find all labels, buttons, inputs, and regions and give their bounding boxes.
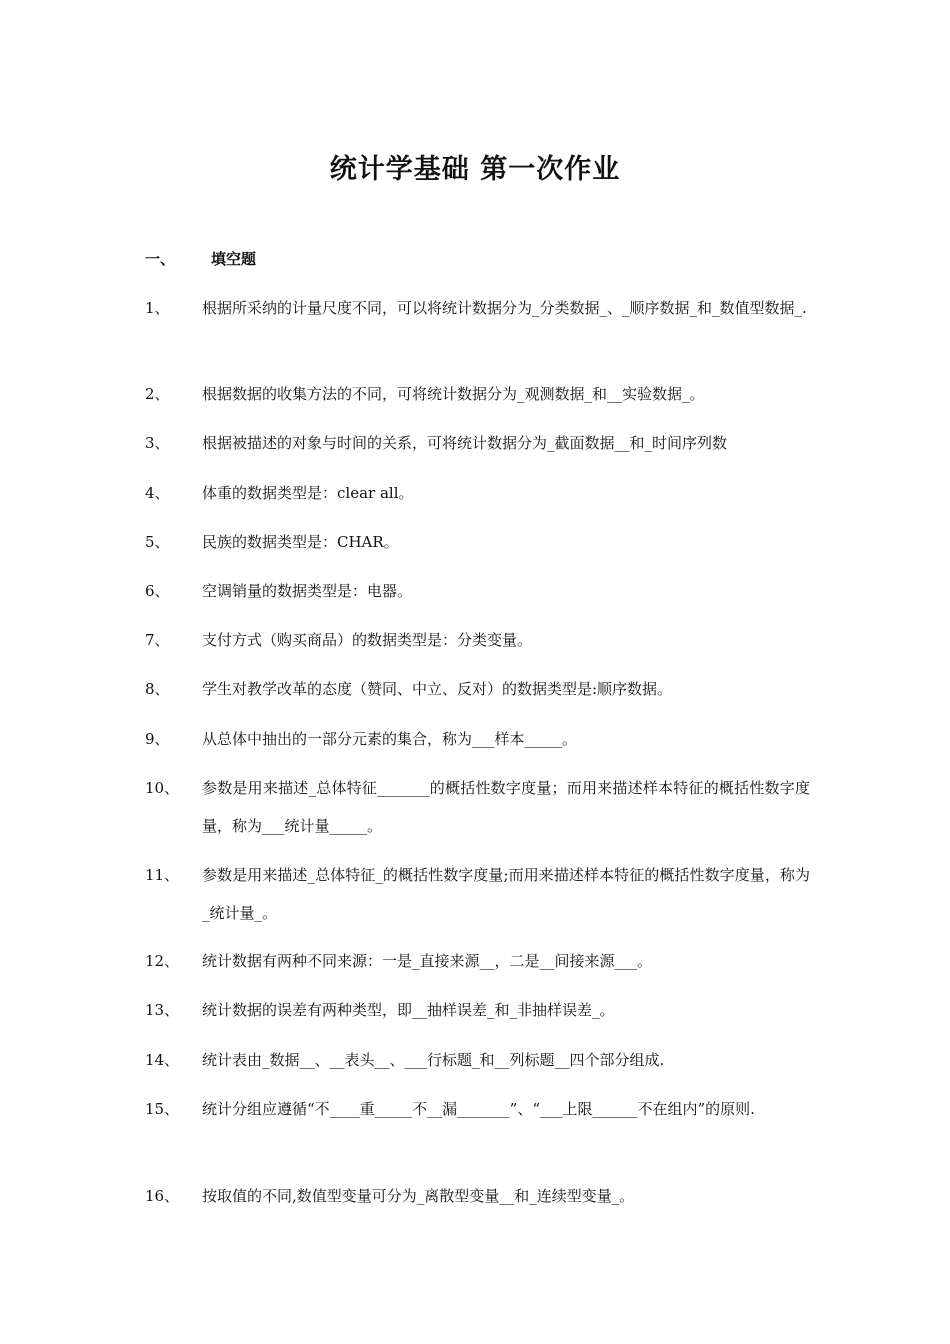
item-text: 按取值的不同,数值型变量可分为_离散型变量__和_连续型变量_。: [202, 1187, 635, 1205]
item-number: 8、: [145, 680, 170, 698]
item-number: 7、: [145, 631, 170, 649]
list-item: [145, 1041, 810, 1079]
item-text: 从总体中抽出的一部分元素的集合，称为___样本_____。: [202, 730, 578, 748]
item-number: 6、: [145, 582, 170, 600]
item-number: 10、: [145, 779, 180, 797]
list-item: [145, 1177, 810, 1215]
list-item: [145, 523, 810, 561]
item-text: 统计数据有两种不同来源：一是_直接来源__，二是__间接来源___。: [202, 952, 653, 970]
list-item: [145, 991, 810, 1029]
item-text: 支付方式（购买商品）的数据类型是：分类变量。: [202, 631, 533, 649]
list-item: [145, 1090, 810, 1128]
list-item: [145, 621, 810, 659]
item-text: 体重的数据类型是：clear all。: [202, 484, 414, 502]
item-text: 参数是用来描述_总体特征_的概括性数字度量;而用来描述样本特征的概括性数字度量，称为_统计量_。: [202, 866, 810, 922]
section-number: 一、: [145, 250, 176, 268]
list-item: [145, 769, 810, 845]
item-number: 9、: [145, 730, 170, 748]
item-number: 16、: [145, 1187, 180, 1205]
item-text: 统计分组应遵循“不____重_____不__漏_______”、“___上限______不在组内”的原则.: [202, 1100, 755, 1118]
item-number: 5、: [145, 533, 170, 551]
item-text: 根据被描述的对象与时间的关系，可将统计数据分为_截面数据__和_时间序列数: [202, 434, 728, 452]
item-text: 学生对教学改革的态度（赞同、中立、反对）的数据类型是:顺序数据。: [202, 680, 673, 698]
item-number: 15、: [145, 1100, 180, 1118]
item-text: 民族的数据类型是：CHAR。: [202, 533, 399, 551]
list-item: [145, 474, 810, 512]
item-text: 参数是用来描述_总体特征_______的概括性数字度量；而用来描述样本特征的概括性数字度量，称为___统计量_____。: [202, 779, 810, 835]
item-number: 13、: [145, 1001, 180, 1019]
item-text: 统计数据的误差有两种类型，即__抽样误差_和_非抽样误差_。: [202, 1001, 615, 1019]
item-text: 统计表由_数据__、__表头__、___行标题_和__列标题__四个部分组成.: [202, 1051, 665, 1069]
list-item: [145, 942, 810, 980]
item-number: 11、: [145, 866, 180, 884]
list-item: [145, 670, 810, 708]
list-item: [145, 375, 810, 413]
list-item: [145, 572, 810, 610]
list-item: [145, 856, 810, 932]
list-item: [145, 720, 810, 758]
section-label: 填空题: [211, 250, 257, 268]
list-item: [145, 424, 810, 462]
item-number: 14、: [145, 1051, 180, 1069]
item-number: 1、: [145, 299, 170, 317]
item-text: 根据数据的收集方法的不同，可将统计数据分为_观测数据_和__实验数据_。: [202, 385, 705, 403]
list-item: [145, 289, 810, 327]
item-text: 根据所采纳的计量尺度不同，可以将统计数据分为_分类数据_、_顺序数据_和_数值型数据_.: [202, 299, 807, 317]
item-number: 4、: [145, 484, 170, 502]
item-number: 12、: [145, 952, 180, 970]
item-number: 3、: [145, 434, 170, 452]
item-text: 空调销量的数据类型是：电器。: [202, 582, 413, 600]
item-number: 2、: [145, 385, 170, 403]
page-title: 统计学基础 第一次作业: [329, 154, 621, 185]
